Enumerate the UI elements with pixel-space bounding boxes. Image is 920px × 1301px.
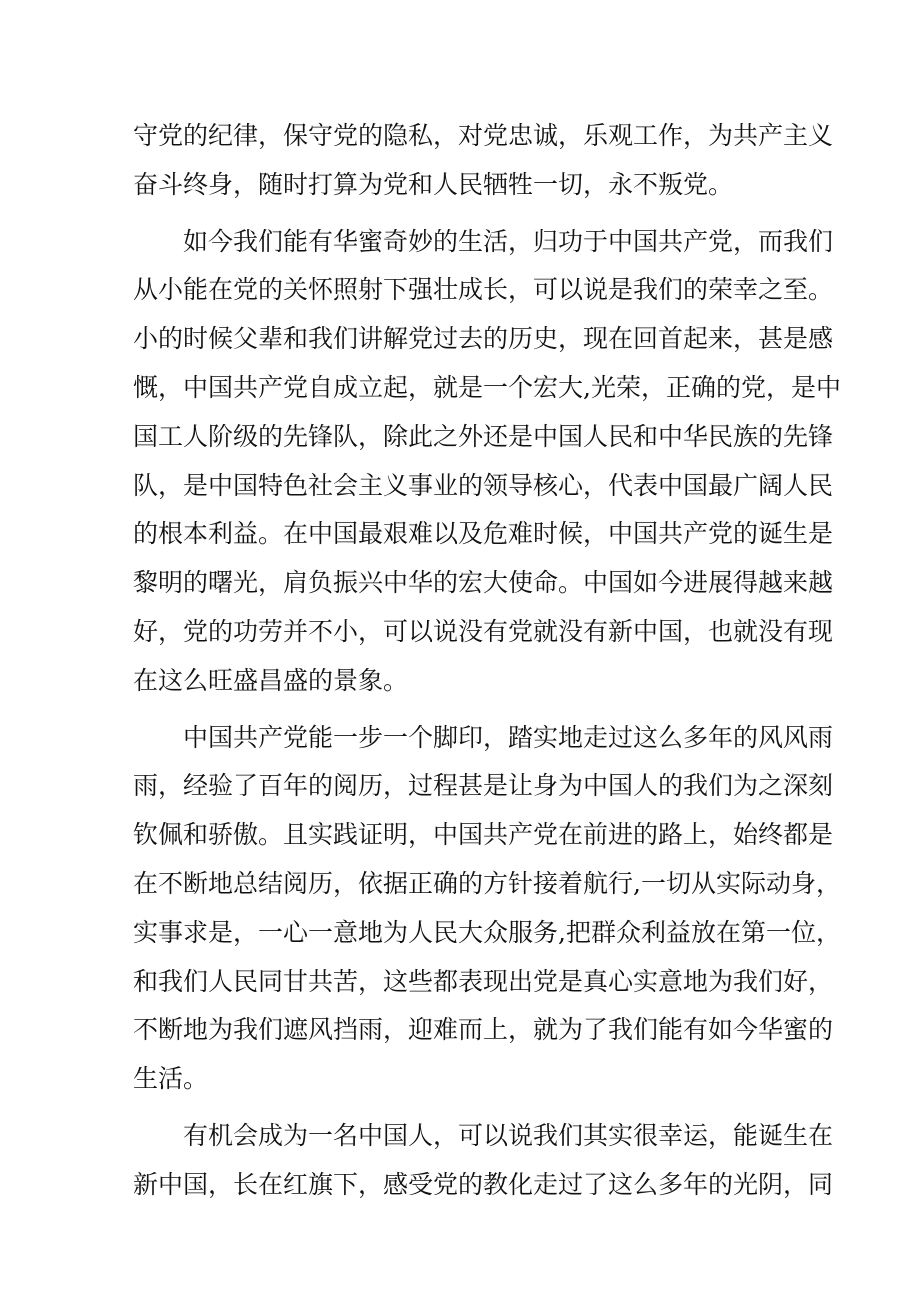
text-line: 和我们人民同甘共苦，这些都表现出党是真心实意地为我们好，	[133, 966, 834, 996]
text-line: 国工人阶级的先锋队，除此之外还是中国人民和中华民族的先锋	[133, 421, 834, 451]
text-line: 在不断地总结阅历，依据正确的方针接着航行,一切从实际动身，	[133, 868, 841, 898]
text-line: 有机会成为一名中国人，可以说我们其实很幸运，能诞生在	[183, 1120, 834, 1150]
text-line: 新中国，长在红旗下，感受党的教化走过了这么多年的光阴，同	[133, 1169, 834, 1199]
text-line: 从小能在党的关怀照射下强壮成长，可以说是我们的荣幸之至。	[133, 275, 834, 305]
text-line: 慨，中国共产党自成立起，就是一个宏大,光荣，正确的党，是中	[133, 372, 841, 402]
text-line: 雨，经验了百年的阅历，过程甚是让身为中国人的我们为之深刻	[133, 771, 834, 801]
paragraph	[133, 1112, 834, 1210]
text-line: 实事求是，一心一意地为人民大众服务,把群众利益放在第一位，	[133, 917, 841, 947]
paragraph	[133, 112, 834, 210]
text-line: 的根本利益。在中国最艰难以及危难时候，中国共产党的诞生是	[133, 519, 834, 549]
paragraph	[133, 218, 841, 706]
text-line: 好，党的功劳并不小，可以说没有党就没有新中国，也就没有现	[133, 616, 834, 646]
paragraph	[133, 714, 841, 1104]
text-line: 钦佩和骄傲。且实践证明，中国共产党在前进的路上，始终都是	[133, 820, 834, 850]
text-line: 队，是中国特色社会主义事业的领导核心，代表中国最广阔人民	[133, 470, 834, 500]
text-line: 生活。	[133, 1064, 209, 1094]
text-line: 中国共产党能一步一个脚印，踏实地走过这么多年的风风雨	[183, 722, 834, 752]
text-line: 不断地为我们遮风挡雨，迎难而上，就为了我们能有如今华蜜的	[133, 1015, 834, 1045]
text-line: 奋斗终身，随时打算为党和人民牺牲一切，永不叛党。	[133, 169, 734, 199]
text-line: 黎明的曙光，肩负振兴中华的宏大使命。中国如今进展得越来越	[133, 568, 834, 598]
text-line: 小的时候父辈和我们讲解党过去的历史，现在回首起来，甚是感	[133, 324, 834, 354]
text-line: 守党的纪律，保守党的隐私，对党忠诚，乐观工作，为共产主义	[133, 121, 834, 150]
text-line: 如今我们能有华蜜奇妙的生活，归功于中国共产党，而我们	[183, 226, 834, 256]
document-body	[133, 112, 841, 1210]
text-line: 在这么旺盛昌盛的景象。	[133, 665, 409, 695]
